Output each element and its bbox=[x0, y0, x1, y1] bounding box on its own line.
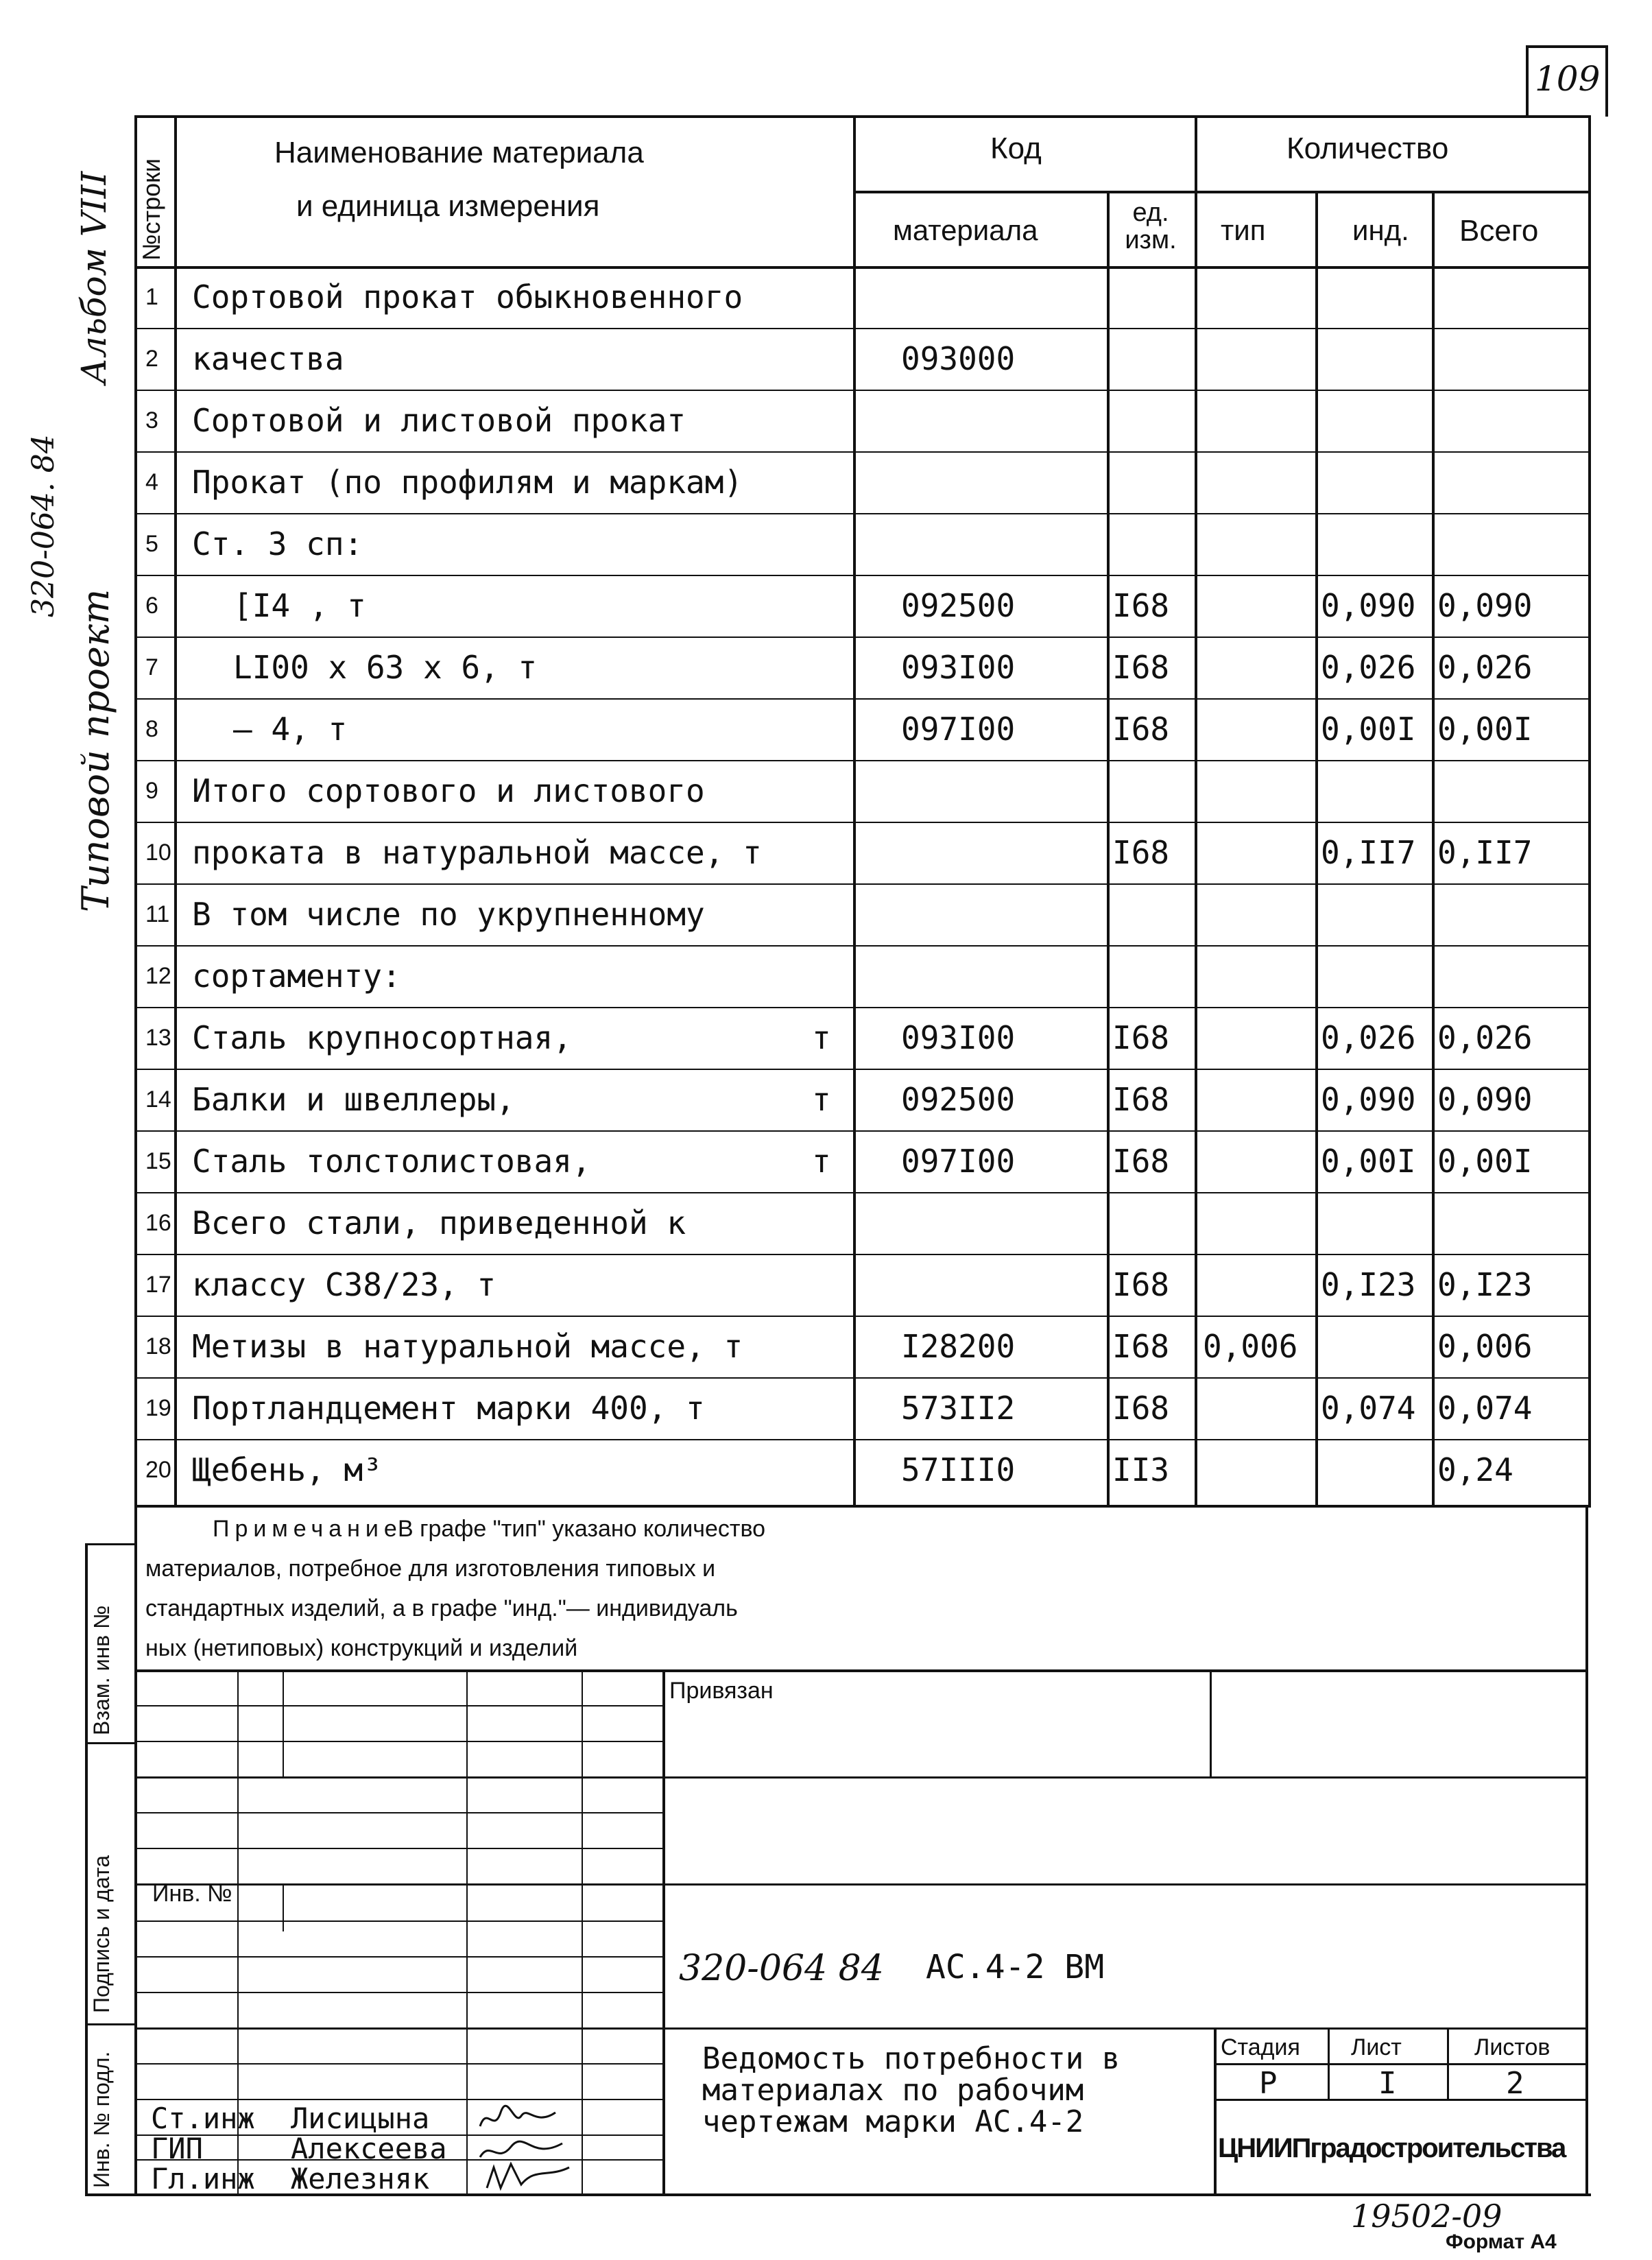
row-number: 3 bbox=[145, 407, 158, 433]
row-code: 093I00 bbox=[901, 1019, 1016, 1056]
row-name: сортаменту: bbox=[192, 957, 401, 995]
row-number: 17 bbox=[145, 1272, 171, 1298]
row-number: 6 bbox=[145, 593, 158, 619]
row-name: В том числе по укрупненному bbox=[192, 896, 705, 933]
row-number: 14 bbox=[145, 1086, 171, 1113]
row-code: 092500 bbox=[901, 1081, 1016, 1118]
row-number: 8 bbox=[145, 716, 158, 742]
row-unit: I68 bbox=[1112, 1081, 1170, 1118]
row-unit: I68 bbox=[1112, 587, 1170, 624]
row-name: Балки и швеллеры, bbox=[192, 1081, 515, 1118]
row-name: Метизы в натуральной массе, т bbox=[192, 1328, 743, 1365]
row-ind: 0,026 bbox=[1321, 649, 1416, 686]
row-total: 0,I23 bbox=[1437, 1266, 1533, 1303]
row-ind: 0,090 bbox=[1321, 587, 1416, 624]
stamp-sheets: 2 bbox=[1506, 2066, 1524, 2101]
row-unit: I68 bbox=[1112, 834, 1170, 871]
page-number: 109 bbox=[1535, 59, 1601, 99]
row-number: 10 bbox=[145, 840, 171, 866]
row-unit: I68 bbox=[1112, 1143, 1170, 1180]
header-code-unit: ед. изм. bbox=[1125, 198, 1177, 254]
signer-name-2: Алексеева bbox=[291, 2132, 447, 2165]
row-total: 0,026 bbox=[1437, 1019, 1533, 1056]
row-number: 15 bbox=[145, 1148, 171, 1174]
stamp-stage: Р bbox=[1259, 2066, 1278, 2101]
row-name: Сортовой прокат обыкновенного bbox=[192, 278, 743, 316]
row-name: Прокат (по профилям и маркам) bbox=[192, 464, 743, 501]
row-code: 097I00 bbox=[901, 711, 1016, 748]
signer-role-2: ГИП bbox=[151, 2132, 203, 2165]
header-qty-group: Количество bbox=[1286, 132, 1449, 165]
header-code-group: Код bbox=[990, 132, 1042, 165]
row-total: 0,026 bbox=[1437, 649, 1533, 686]
row-unit: I68 bbox=[1112, 1266, 1170, 1303]
row-total: 0,090 bbox=[1437, 587, 1533, 624]
row-unit: I68 bbox=[1112, 1328, 1170, 1365]
row-name: качества bbox=[192, 340, 344, 377]
row-total: 0,24 bbox=[1437, 1451, 1513, 1488]
row-number: 12 bbox=[145, 963, 171, 989]
row-ind: 0,II7 bbox=[1321, 834, 1416, 871]
row-code: 097I00 bbox=[901, 1143, 1016, 1180]
stamp-title-line3: чертежам марки АС.4-2 bbox=[702, 2104, 1084, 2139]
row-unit: II3 bbox=[1112, 1451, 1170, 1488]
row-total: 0,090 bbox=[1437, 1081, 1533, 1118]
row-total: 0,006 bbox=[1437, 1328, 1533, 1365]
row-number: 1 bbox=[145, 284, 158, 310]
row-name-unit: т bbox=[812, 1081, 831, 1118]
row-code: 092500 bbox=[901, 587, 1016, 624]
stamp-privyazan: Привязан bbox=[669, 1678, 774, 1704]
row-code: 573II2 bbox=[901, 1390, 1016, 1427]
side-project-code: 320-064. 84 bbox=[26, 434, 61, 617]
row-number: 7 bbox=[145, 654, 158, 680]
stamp-sheet-label: Лист bbox=[1351, 2034, 1402, 2060]
note-line2: материалов, потребное для изготовления типовых и bbox=[145, 1556, 716, 1582]
row-ind: 0,090 bbox=[1321, 1081, 1416, 1118]
stamp-inv-podl: Инв. № подл. bbox=[89, 2051, 114, 2188]
row-name: Итого сортового и листового bbox=[192, 772, 705, 809]
row-number: 2 bbox=[145, 346, 158, 372]
row-code: 093000 bbox=[901, 340, 1016, 377]
row-total: 0,00I bbox=[1437, 1143, 1533, 1180]
stamp-inv-no-label: Инв. № bbox=[152, 1881, 232, 1907]
row-number: 20 bbox=[145, 1457, 171, 1483]
row-name: LI00 x 63 x 6, т bbox=[233, 649, 538, 686]
header-qty-ind: инд. bbox=[1352, 214, 1409, 246]
signer-role-1: Ст.инж bbox=[151, 2102, 255, 2135]
stamp-doc-code: 320-064 84 bbox=[679, 1948, 884, 1989]
row-ind: 0,00I bbox=[1321, 711, 1416, 748]
footer-inv-number: 19502-09 bbox=[1351, 2198, 1503, 2235]
stamp-org: ЦНИИПградостроительства bbox=[1218, 2133, 1566, 2163]
row-unit: I68 bbox=[1112, 1390, 1170, 1427]
row-name-unit: т bbox=[812, 1143, 831, 1180]
row-name: классу С38/23, т bbox=[192, 1266, 496, 1303]
row-name: Сталь крупносортная, bbox=[192, 1019, 572, 1056]
row-name: [I4 , т bbox=[233, 587, 366, 624]
row-name: проката в натуральной массе, т bbox=[192, 834, 762, 871]
row-name: Ст. 3 сп: bbox=[192, 525, 363, 562]
row-number: 18 bbox=[145, 1333, 171, 1359]
stamp-stage-label: Стадия bbox=[1221, 2034, 1300, 2060]
row-total: 0,074 bbox=[1437, 1390, 1533, 1427]
row-number: 9 bbox=[145, 778, 158, 804]
row-total: 0,II7 bbox=[1437, 834, 1533, 871]
stamp-title-line1: Ведомость потребности в bbox=[702, 2041, 1121, 2076]
row-code: I28200 bbox=[901, 1328, 1016, 1365]
stamp-doc-mark: АС.4-2 ВМ bbox=[926, 1948, 1105, 1986]
side-album-label: Альбом VIII bbox=[74, 171, 114, 384]
header-code-material: материала bbox=[893, 214, 1038, 246]
note-line4: ных (нетиповых) конструкций и изделий bbox=[145, 1635, 578, 1661]
note-line3: стандартных изделий, а в графе "инд."— индивидуаль bbox=[145, 1595, 738, 1621]
row-number: 16 bbox=[145, 1210, 171, 1236]
stamp-title-line2: материалах по рабочим bbox=[702, 2073, 1084, 2108]
row-number: 13 bbox=[145, 1025, 171, 1051]
signer-name-3: Железняк bbox=[291, 2162, 430, 2196]
row-ind: 0,074 bbox=[1321, 1390, 1416, 1427]
row-name: Портландцемент марки 400, т bbox=[192, 1390, 705, 1427]
header-qty-type: тип bbox=[1221, 214, 1266, 246]
row-name: Щебень, м³ bbox=[192, 1451, 382, 1488]
stamp-sheets-label: Листов bbox=[1474, 2034, 1551, 2060]
row-name: Сортовой и листовой прокат bbox=[192, 402, 686, 439]
note-label: Примечание bbox=[213, 1516, 403, 1542]
header-row-no: №строки bbox=[137, 158, 165, 261]
row-total: 0,00I bbox=[1437, 711, 1533, 748]
stamp-podpis-data: Подпись и дата bbox=[89, 1855, 114, 2013]
side-project-label: Типовой проект bbox=[74, 588, 117, 912]
row-unit: I68 bbox=[1112, 1019, 1170, 1056]
row-code: 093I00 bbox=[901, 649, 1016, 686]
row-ind: 0,026 bbox=[1321, 1019, 1416, 1056]
row-unit: I68 bbox=[1112, 649, 1170, 686]
row-ind: 0,I23 bbox=[1321, 1266, 1416, 1303]
row-type: 0,006 bbox=[1203, 1328, 1298, 1365]
row-name: Всего стали, приведенной к bbox=[192, 1204, 686, 1241]
row-ind: 0,00I bbox=[1321, 1143, 1416, 1180]
row-number: 11 bbox=[145, 901, 170, 927]
header-qty-total: Всего bbox=[1459, 214, 1539, 248]
header-name-line2: и единица измерения bbox=[296, 189, 600, 223]
stamp-sheet: I bbox=[1378, 2066, 1397, 2101]
footer-format: Формат А4 bbox=[1446, 2231, 1557, 2253]
stamp-vzam-inv: Взам. инв № bbox=[89, 1605, 114, 1735]
note-line1: В графе "тип" указано количество bbox=[398, 1516, 766, 1542]
signature-scribbles bbox=[473, 2099, 583, 2195]
row-name: Сталь толстолистовая, bbox=[192, 1143, 591, 1180]
row-name-unit: т bbox=[812, 1019, 831, 1056]
row-unit: I68 bbox=[1112, 711, 1170, 748]
signer-name-1: Лисицына bbox=[291, 2102, 430, 2135]
row-number: 4 bbox=[145, 469, 158, 495]
signer-role-3: Гл.инж bbox=[151, 2162, 255, 2196]
row-number: 19 bbox=[145, 1395, 171, 1421]
row-number: 5 bbox=[145, 531, 158, 557]
header-name-line1: Наименование материала bbox=[274, 136, 644, 169]
row-name: – 4, т bbox=[233, 711, 348, 748]
row-code: 57III0 bbox=[901, 1451, 1016, 1488]
